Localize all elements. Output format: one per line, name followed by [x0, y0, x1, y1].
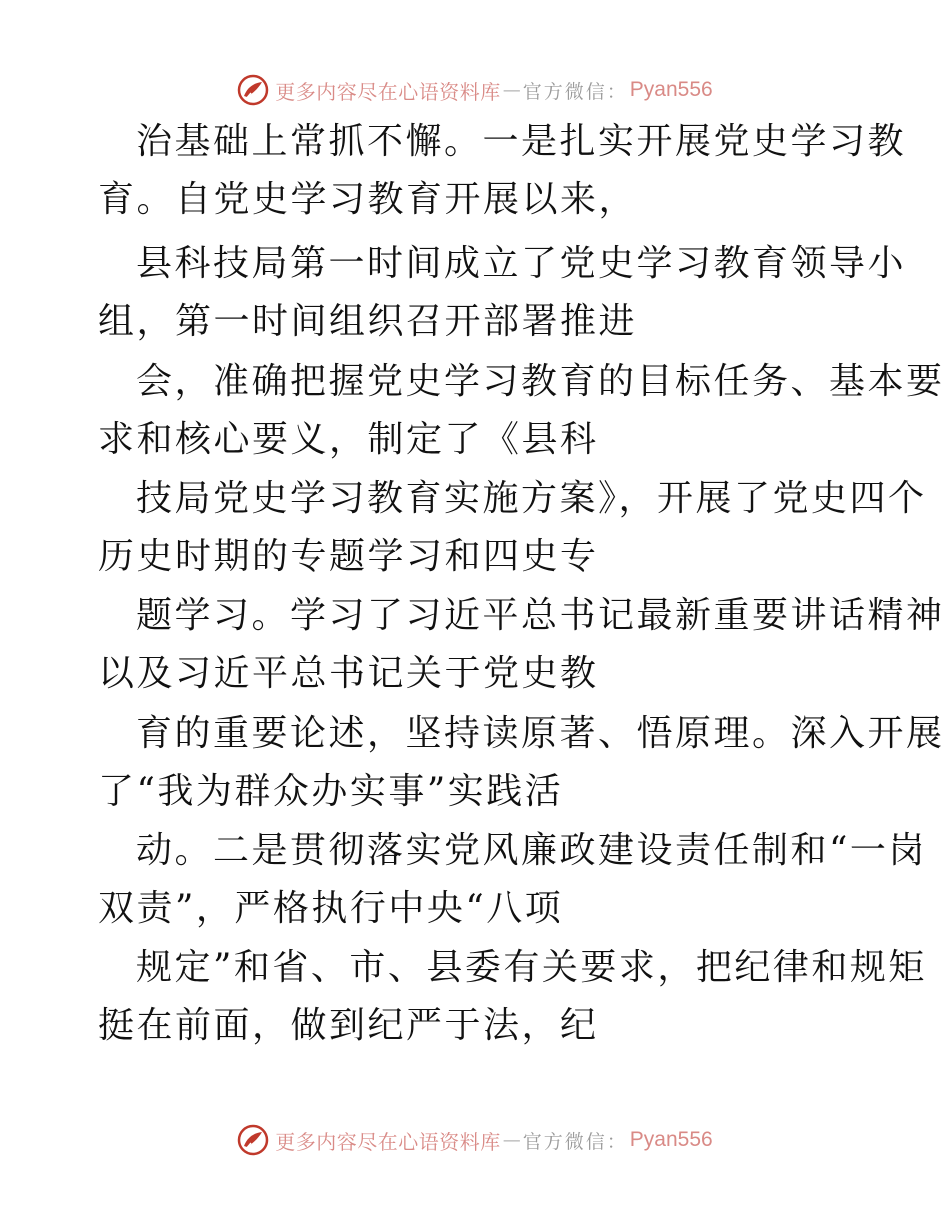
body-line: 治基础上常抓不懈。一是扎实开展党史学习教 [136, 121, 907, 162]
header-site-name: 更多内容尽在心语资料库 [275, 79, 501, 104]
header-official-label: 官方微信： [522, 80, 628, 103]
footer-site-name: 更多内容尽在心语资料库 [275, 1129, 501, 1154]
header-wechat-id: Pyan556 [629, 78, 713, 101]
body-line: 双责”，严格执行中央“八项 [98, 888, 564, 929]
header-banner [0, 70, 950, 110]
body-line: 求和核心要义，制定了《县科 [98, 419, 599, 460]
header-dash: — [502, 79, 521, 101]
footer-dash: — [502, 1129, 521, 1151]
body-line: 规定”和省、市、县委有关要求，把纪律和规矩 [136, 947, 927, 988]
footer-official-label: 官方微信： [522, 1130, 628, 1153]
pen-logo-icon [237, 1124, 269, 1156]
footer-banner [0, 1120, 950, 1160]
body-line: 县科技局第一时间成立了党史学习教育领导小 [136, 243, 907, 284]
body-line: 技局党史学习教育实施方案》，开展了党史四个 [136, 478, 927, 519]
body-line: 了“我为群众办实事”实践活 [98, 771, 564, 812]
body-line: 题学习。学习了习近平总书记最新重要讲话精神 [136, 595, 945, 636]
body-line: 会，准确把握党史学习教育的目标任务、基本要 [136, 361, 945, 402]
body-line: 组，第一时间组织召开部署推进 [98, 301, 638, 342]
body-line: 育的重要论述，坚持读原著、悟原理。深入开展 [136, 713, 945, 754]
pen-logo-icon [237, 74, 269, 106]
body-line: 以及习近平总书记关于党史教 [98, 653, 599, 694]
body-line: 挺在前面，做到纪严于法，纪 [98, 1005, 599, 1046]
footer-wechat-id: Pyan556 [629, 1128, 713, 1151]
body-line: 动。二是贯彻落实党风廉政建设责任制和“一岗 [136, 830, 927, 871]
body-line: 历史时期的专题学习和四史专 [98, 536, 599, 577]
body-line: 育。自党史学习教育开展以来， [98, 179, 638, 220]
